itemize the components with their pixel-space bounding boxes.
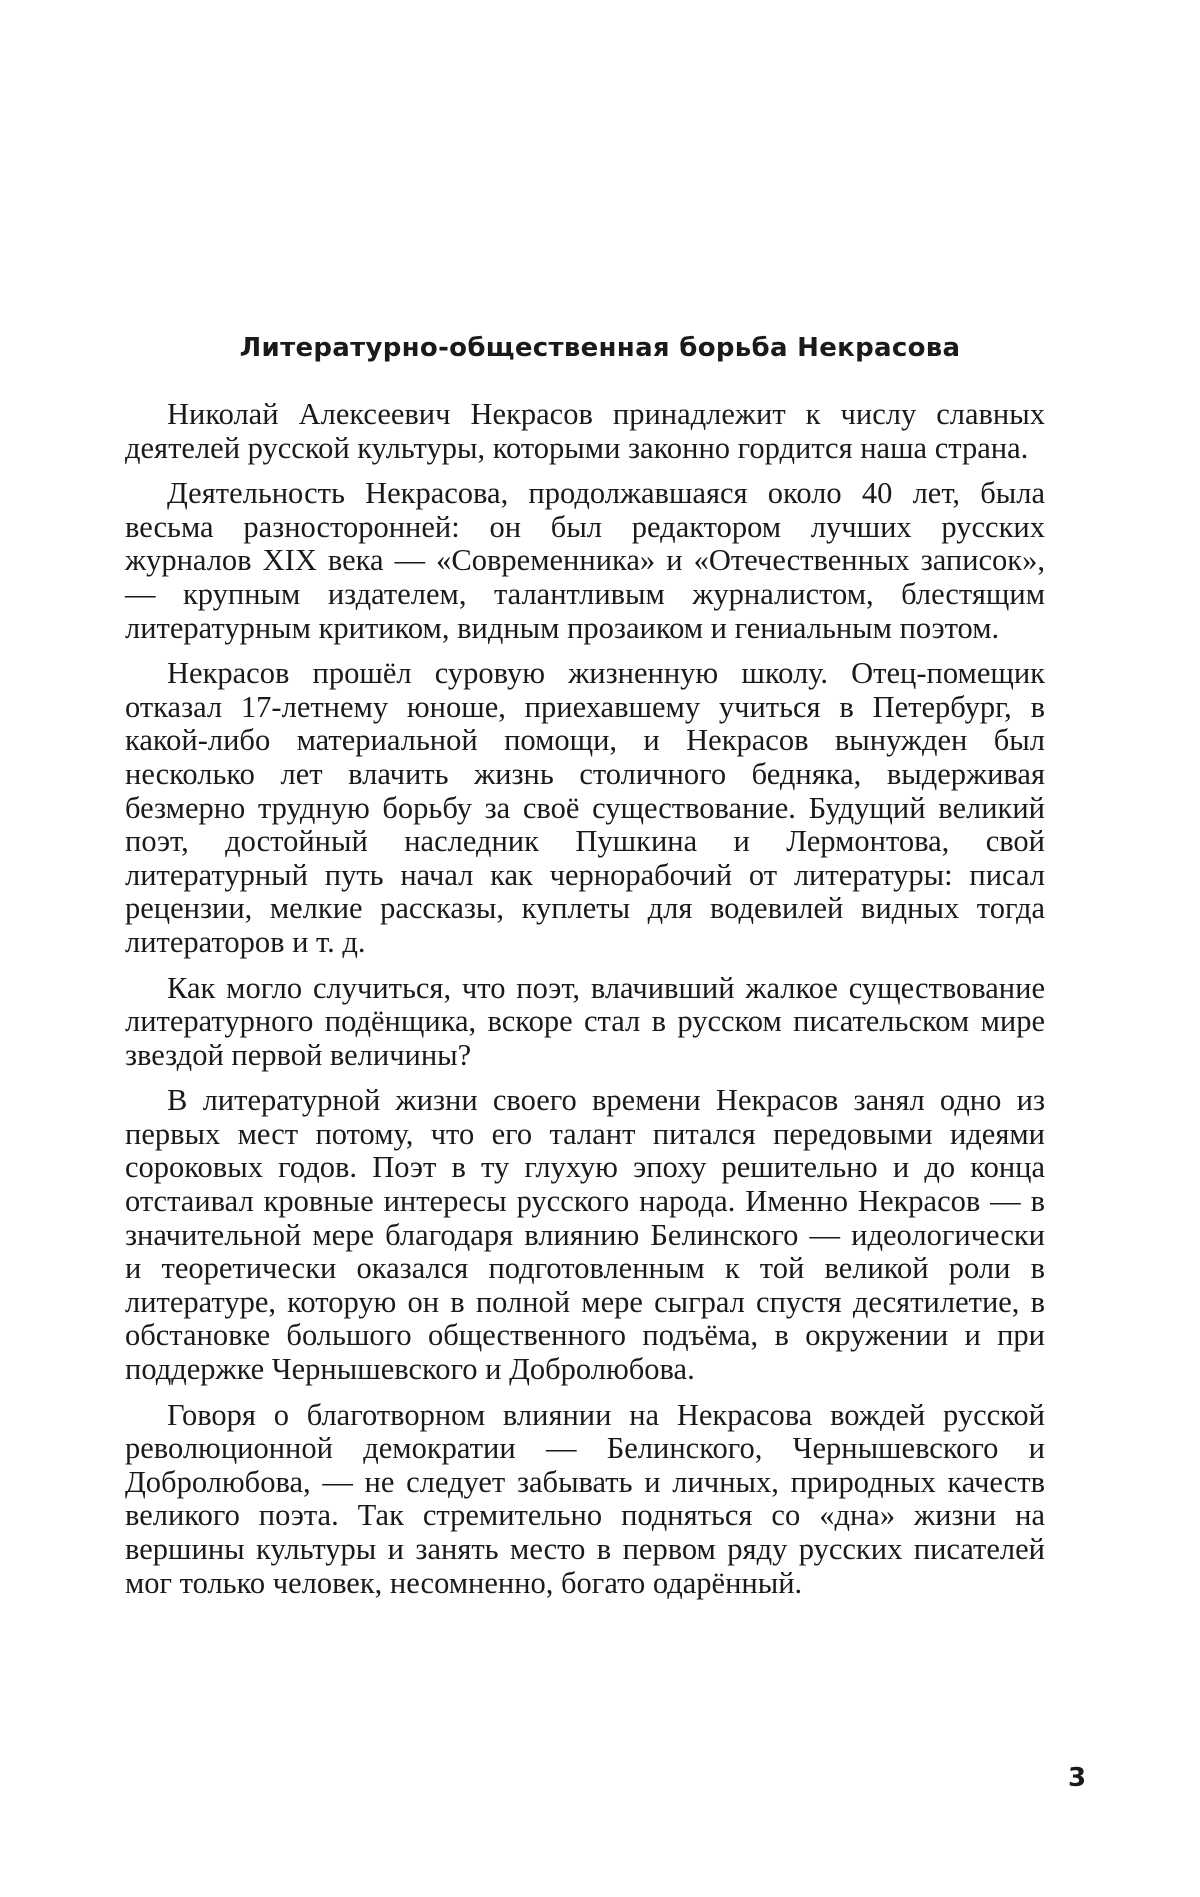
paragraph: Некрасов прошёл суровую жизненную школу. Отец-помещик отказал 17-летнему юноше, приехавшему учиться в Петербург, в какой-либо материальной помощи, и Некрасов вынужден был несколько лет влачить жизнь столичного бедняка, выдерживая безмерно трудную борьбу за своё существование. Будущий великий поэт, достойный наследник Пушкина и Лермонтова, свой литературный путь начал как чернорабочий от литературы: писал рецензии, мелкие рассказы, куплеты для водевилей видных тогда литераторов и т. д. — [125, 656, 1045, 959]
body-text — [125, 398, 1045, 1612]
paragraph: Николай Алексеевич Некрасов принадлежит к числу славных деятелей русской культуры, которыми законно гордится наша страна. — [125, 397, 1045, 465]
chapter-title: Литературно-общественная борьба Некрасова — [239, 333, 961, 363]
paragraph: Говоря о благотворном влиянии на Некрасова вождей русской революционной демократии — Белинского, Чернышевского и Добролюбова, — не следует забывать и личных, природных качеств великого поэта. Так стремительно подняться со «дна» жизни на вершины культуры и занять место в первом ряду русских писателей мог только человек, несомненно, богато одарённый. — [125, 1397, 1045, 1600]
paragraph: Деятельность Некрасова, продолжавшаяся около 40 лет, была весьма разносторонней: он был редактором лучших русских журналов XIX века — «Современника» и «Отечественных записок», — крупным издателем, талантливым журналистом, блестящим литературным критиком, видным прозаиком и гениальным поэтом. — [125, 476, 1045, 645]
paragraph: Как могло случиться, что поэт, влачивший жалкое существование литературного подёнщика, вскоре стал в русском писательском мире звездой первой величины? — [125, 970, 1045, 1072]
paragraph: В литературной жизни своего времени Некрасов занял одно из первых мест потому, что его талант питался передовыми идеями сороковых годов. Поэт в ту глухую эпоху решительно и до конца отстаивал кровные интересы русского народа. Именно Некрасов — в значительной мере благодаря влиянию Белинского — идеологически и теоретически оказался подготовленным к той великой роли в литературе, которую он в полной мере сыграл спустя десятилетие, в обстановке большого общественного подъёма, в окружении и при поддержке Чернышевского и Добролюбова. — [125, 1083, 1045, 1387]
page-number: 3 — [1068, 1763, 1087, 1793]
